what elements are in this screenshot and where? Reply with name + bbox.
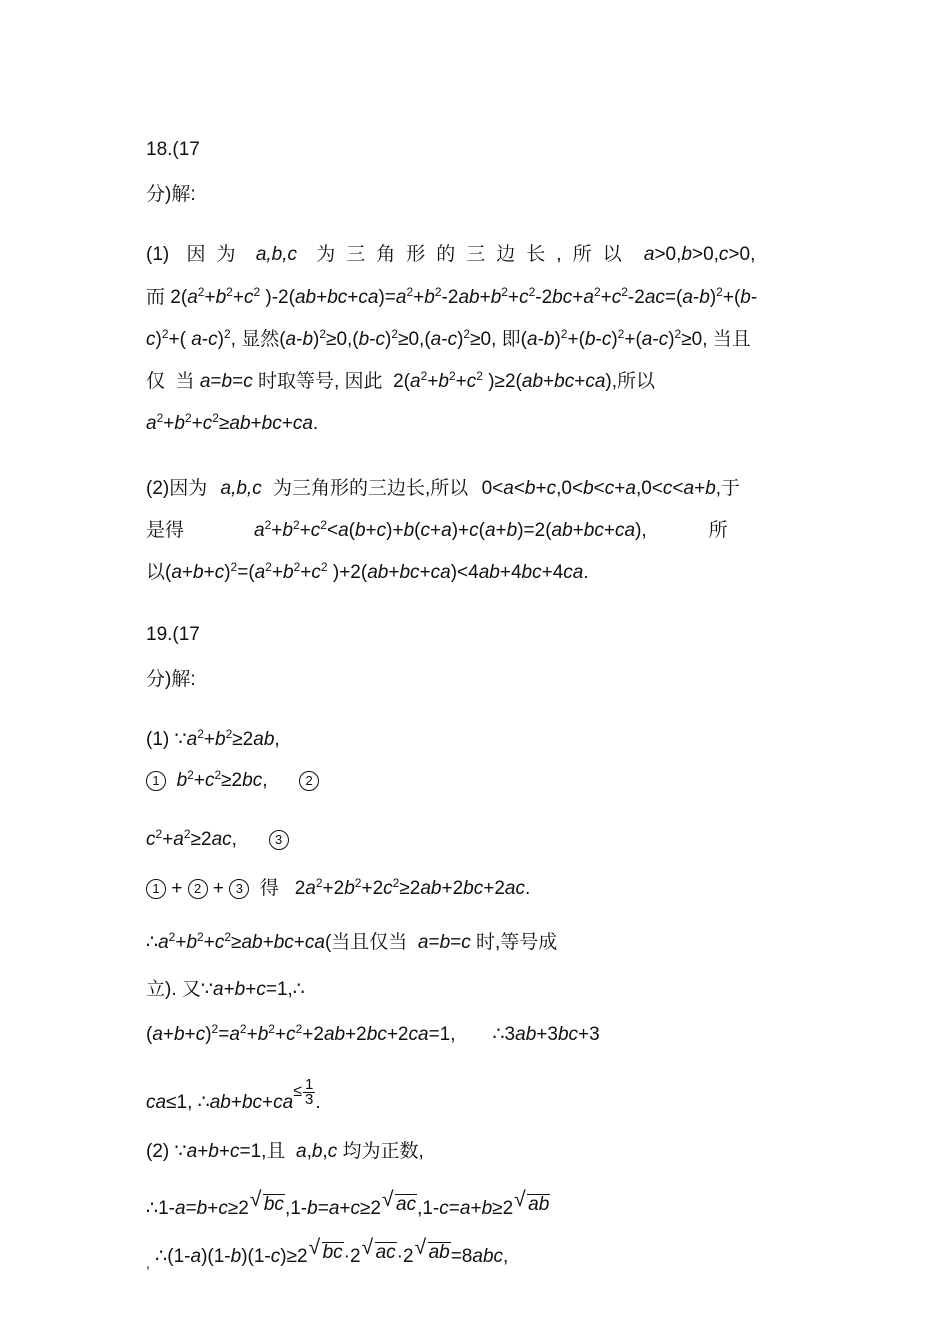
q18-part1-rest: 为三角形的三边长,所以 (316, 244, 633, 265)
q19-part1-line2: 1 $b^2+c^2\ge 2bc$, 2 (146, 769, 319, 793)
sqrt-ab: √ ab (428, 1242, 451, 1263)
q18-header-line2: 分)解: (146, 184, 196, 205)
q19-part1-line8: ca≤1, ∴ab+bc+ca≤ $\frac{1}{3}$ . (146, 1076, 321, 1113)
q19-part1-label: (1) (146, 729, 170, 750)
q18-part1-line2: 而 $2(a^2+b^2+c^2$ )$-2(ab+bc+ca)=a^2+b^2-2ab+b^2+c^2-2bc+a^2+c^2-2ac=(a-b)^2+(b-$ (146, 285, 758, 308)
q19-part2-line2: ∴1-a=b+c≥2√ bc,1-b=a+c≥2√ ac,1-c=a+b≥2√ ab (146, 1194, 550, 1221)
circle-3: 3 (269, 830, 289, 850)
fraction-one-third: $\frac{1}{3}$ (305, 1076, 314, 1108)
sqrt-ab: √ ab (527, 1194, 550, 1215)
circle-1: 1 (146, 879, 166, 899)
q19-header-line1: 19.(17 (146, 624, 200, 645)
q18-part1-line1 (146, 243, 755, 267)
q19-header-line2: 分)解: (146, 669, 196, 690)
q19-part1-line5: $\therefore a^2+b^2+c^2\ge ab+bc+ca$(当且仅当 a=b=c 时,等号成 (146, 930, 558, 953)
q19-part1-line7: $(a+b+c)^2=a^2+b^2+c^2+2ab+2bc+2ca=1$, ∴3ab+3bc+3 (146, 1022, 600, 1045)
q18-header-line1: 18.(17 (146, 139, 200, 160)
sqrt-ac: √ ac (375, 1242, 397, 1263)
q19-part2-line1: (2) ∵a+b+c=1,且 a,b,c 均为正数, (146, 1141, 424, 1162)
circle-2: 2 (299, 771, 319, 791)
q18-part2-sides: a,b,c (220, 478, 262, 499)
q18-part2-line2: 是得 $a^2+b^2+c^2<a(b+c)+b(c+a)+c(a+b)=2(ab+bc+ca)$, 所 (146, 518, 728, 541)
q18-part1-line5: $a^2+b^2+c^2\ge ab+bc+ca$. (146, 411, 319, 434)
q18-part1-sides: a,b,c (255, 244, 298, 265)
q18-part2-suo: 所 (708, 520, 728, 541)
q18-part1-positive: a>0,b>0,c>0, (643, 244, 756, 265)
q19-part1-line6: 立). 又∵a+b+c=1,∴ (146, 979, 305, 1000)
q18-part2-line1 (146, 477, 740, 501)
sqrt-bc: √ bc (263, 1194, 285, 1215)
q19-part1-line1: (1) $\because a^2+b^2\ge 2ab$, (146, 727, 280, 750)
circle-3: 3 (229, 879, 249, 899)
q18-part1-line3: c)$^2$+( a-c)$^2$, 显然$(a-b)^2\ge 0,(b-c)^2\ge 0,(a-c)^2\ge 0$, 即$(a-b)^2+(b-c)^2+(a-c)^2\ge 0$, 当且 (146, 327, 751, 350)
q18-part1-intro: 因为 (186, 244, 247, 265)
q18-part2-line3: 以$(a+b+c)^2=(a^2+b^2+c^2$ )+2(ab+bc+ca)<4ab+4bc+4ca. (146, 560, 589, 583)
sqrt-bc: √ bc (322, 1242, 344, 1263)
circle-2: 2 (188, 879, 208, 899)
q19-part2-label: (2) (146, 1141, 170, 1162)
q19-part2-line3: $_,$ ∴(1-a)(1-b)(1-c)≥2√ bc·2√ ac·2√ ab=8abc, (146, 1242, 508, 1275)
sqrt-ac: √ ac (395, 1194, 417, 1215)
q18-part1-line4: 仅 当 a=b=c 时取等号, 因此 $2(a^2+b^2+c^2$ )≥2(ab+bc+ca),所以 (146, 369, 656, 392)
q18-part1-label: (1) (146, 244, 170, 265)
q18-part2-rest: 为三角形的三边长,所以 (273, 478, 469, 499)
q19-part1-line4: 1 + 2 + 3 得 $2a^2+2b^2+2c^2\ge 2ab+2bc+2ac$. (146, 877, 530, 901)
q18-part2-label: (2)因为 (146, 478, 208, 499)
q19-part1-line3: $c^2+a^2\ge 2ac$, 3 (146, 828, 289, 852)
circle-1: 1 (146, 771, 166, 791)
q18-part2-ineq: 0<a<b+c,0<b<c+a,0<c<a+b,于 (481, 478, 741, 499)
